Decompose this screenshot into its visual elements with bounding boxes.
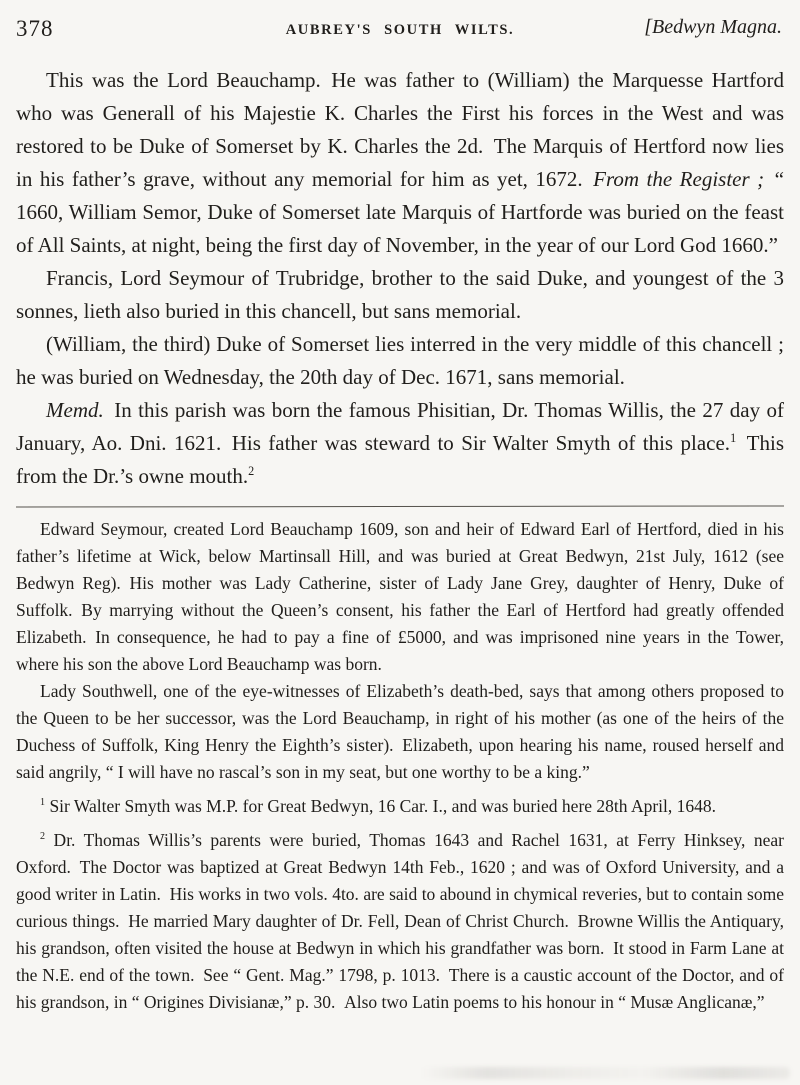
text-run: Lady Southwell, one of the eye-witnesses of Elizabeth’s death-bed, says that among others proposed to the Queen to be her successor, was the Lord Beauchamp, in right of his mother (as one of the heirs of the Duchess of Suffolk, King Henry the Eighth’s sister). Elizabeth, upon hearing his name, roused herself and said angrily, “ I will have no rascal’s son in my seat, but one worthy to be a king.” <box>16 681 784 782</box>
footnotes <box>16 516 784 1016</box>
paragraph <box>16 394 784 493</box>
text-run: Dr. Thomas Willis’s parents were buried, Thomas 1643 and Rachel 1631, at Ferry Hinksey, near Oxford. The Doctor was baptized at Great Bedwyn 14th Feb., 1620 ; and was of Oxford University, and a good writer in Latin. His works in two vols. 4to. are said to abound in chymical reveries, but to contain some curious things. He married Mary daughter of Dr. Fell, Dean of Christ Church. Browne Willis the Antiquary, his grandson, often visited the house at Bedwyn in which his grandfather was born. It stood in Farm Lane at the N.E. end of the town. See “ Gent. Mag.” 1798, p. 1013. There is a caustic account of the Doctor, and of his grandson, in “ Origines Divisianæ,” p. 30. Also two Latin poems to his honour in “ Musæ Anglicanæ,” <box>16 830 784 1012</box>
paragraph <box>16 516 784 678</box>
running-title: AUBREY'S SOUTH WILTS. <box>285 22 515 38</box>
text-run: This from the Dr.’s owne mouth. <box>16 431 784 488</box>
text-run: This was the Lord Beauchamp. He was father to (William) the Marquesse Hartford who was Generall of his Majestie K. Charles the First his forces in the West and was restored to be Duke of Somerset by K. Charles the 2d. The Marquis of Hertford now lies in his father’s grave, without any memorial for him as yet, 1672. <box>16 68 784 191</box>
text-run: Francis, Lord Seymour of Trubridge, brother to the said Duke, and youngest of the 3 sonnes, lieth also buried in this chancell, but sans memorial. <box>16 266 784 323</box>
paragraph <box>16 64 784 262</box>
page-number: 378 <box>16 16 54 41</box>
paragraph <box>16 827 784 1016</box>
section-title: [Bedwyn Magna. <box>644 16 782 38</box>
main-text <box>16 64 784 493</box>
text-run: Memd. <box>46 398 104 422</box>
footnote-marker: 1 <box>40 797 46 809</box>
text-run: “ 1660, William Semor, Duke of Somerset late Marquis of Hartforde was buried on the feast of All Saints, at night, being the first day of November, in the year of our Lord God 1660.” <box>16 167 784 257</box>
running-header <box>16 14 784 48</box>
text-run: From the Register ; <box>593 167 765 191</box>
paragraph <box>16 678 784 786</box>
paragraph <box>16 262 784 328</box>
text-run: Edward Seymour, created Lord Beauchamp 1609, son and heir of Edward Earl of Hertford, died in his father’s lifetime at Wick, below Martinsall Hill, and was buried at Great Bedwyn, 21st July, 1612 (see Bedwyn Reg). His mother was Lady Catherine, sister of Lady Jane Grey, daughter of Henry, Duke of Suffolk. By marrying without the Queen’s consent, his father the Earl of Hertford had greatly offended Elizabeth. In consequence, he had to pay a fine of £5000, and was imprisoned nine years in the Tower, where his son the above Lord Beauchamp was born. <box>16 519 784 674</box>
footnote-separator <box>16 505 784 507</box>
paragraph <box>16 793 784 820</box>
footnote-marker: 2 <box>248 464 255 478</box>
text-run: In this parish was born the famous Phisitian, Dr. Thomas Willis, the 27 day of January, Ao. Dni. 1621. His father was steward to Sir Walter Smyth of this place. <box>16 398 784 455</box>
footnote-marker: 2 <box>40 831 46 843</box>
footnote-marker: 1 <box>730 431 737 445</box>
text-run: (William, the third) Duke of Somerset lies interred in the very middle of this chancell ; he was buried on Wednesday, the 20th day of Dec. 1671, sans memorial. <box>16 332 784 389</box>
text-run: Sir Walter Smyth was M.P. for Great Bedwyn, 16 Car. I., and was buried here 28th April, 1648. <box>45 796 717 816</box>
paragraph <box>16 328 784 394</box>
scan-artifact <box>420 1067 790 1079</box>
